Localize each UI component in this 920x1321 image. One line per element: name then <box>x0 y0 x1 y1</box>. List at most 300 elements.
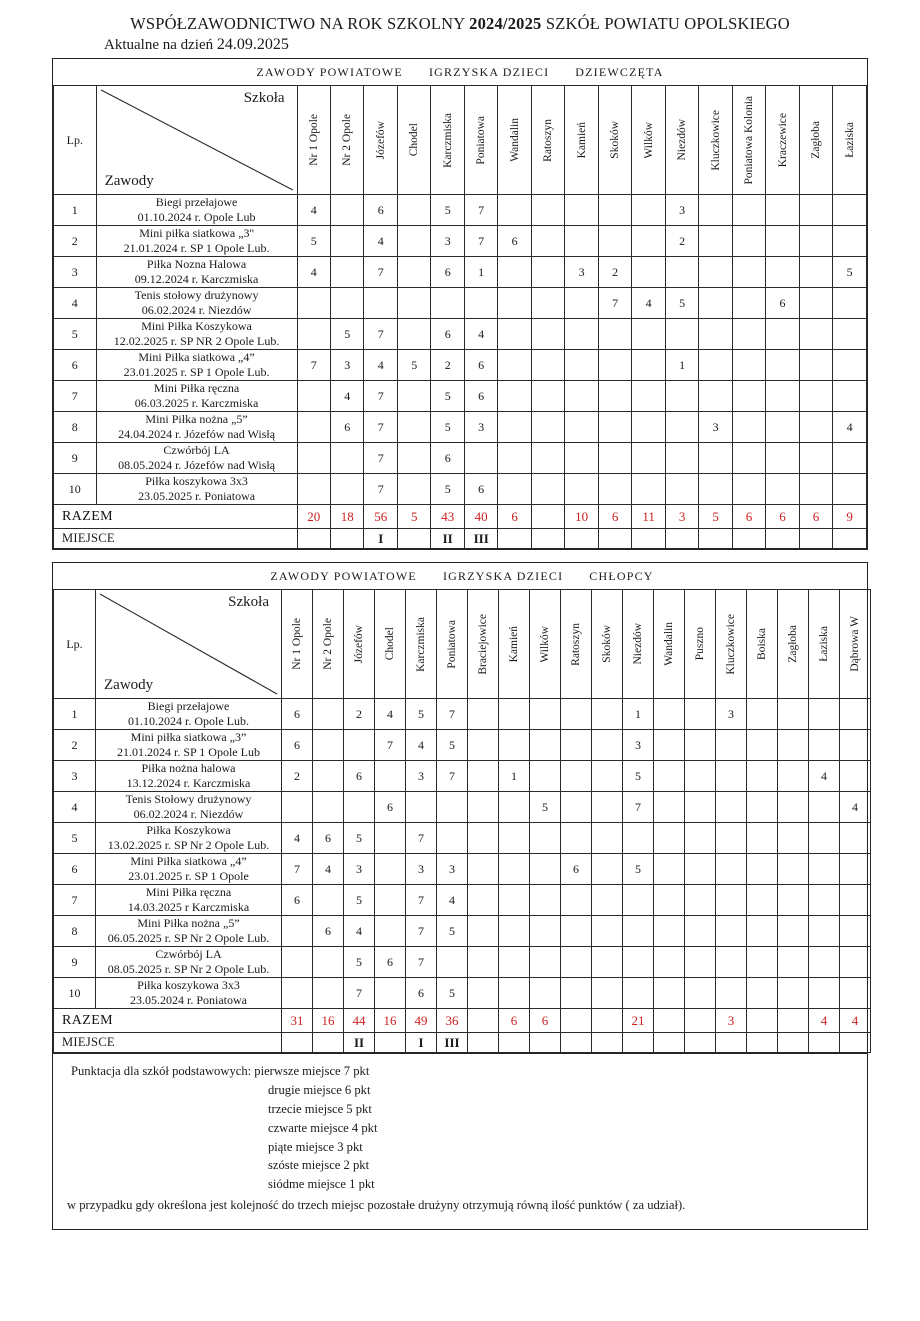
cell: 6 <box>364 195 397 226</box>
cell <box>561 699 592 730</box>
cell <box>565 443 598 474</box>
row-number: 4 <box>54 792 96 823</box>
table-row <box>54 288 867 319</box>
total-cell: 43 <box>431 505 464 529</box>
place-cell <box>331 529 364 549</box>
cell <box>592 978 623 1009</box>
total-cell: 16 <box>313 1009 344 1033</box>
school-col-15 <box>799 86 832 195</box>
place-cell <box>840 1033 871 1053</box>
cell <box>561 947 592 978</box>
school-col-16 <box>833 86 867 195</box>
row-event: Mini piłka siatkowa „3” 21.01.2024 r. SP 1 Opole Lub <box>96 730 282 761</box>
cell <box>598 443 631 474</box>
place-cell <box>699 529 732 549</box>
cell <box>530 823 561 854</box>
cell <box>531 412 564 443</box>
total-cell <box>592 1009 623 1033</box>
school-label: Wandalin <box>508 118 521 162</box>
school-label: Karczmiska <box>414 616 427 672</box>
school-label: Chodel <box>408 123 421 157</box>
cell <box>840 978 871 1009</box>
total-cell <box>747 1009 778 1033</box>
cell <box>313 978 344 1009</box>
total-label: RAZEM <box>54 1009 282 1033</box>
cell <box>531 288 564 319</box>
cell <box>778 823 809 854</box>
place-cell: III <box>464 529 497 549</box>
cell <box>747 699 778 730</box>
cell: 2 <box>431 350 464 381</box>
cell: 7 <box>364 381 397 412</box>
table-row <box>54 854 871 885</box>
cell <box>530 885 561 916</box>
school-col-4 <box>431 86 464 195</box>
cell <box>498 195 531 226</box>
place-cell <box>654 1033 685 1053</box>
cell: 3 <box>344 854 375 885</box>
school-col-3 <box>375 590 406 699</box>
cell <box>531 474 564 505</box>
cell <box>699 319 732 350</box>
cell <box>732 381 765 412</box>
cell <box>632 350 665 381</box>
cell <box>716 916 747 947</box>
school-label: Nr 1 Opole <box>290 618 303 670</box>
school-col-10 <box>592 590 623 699</box>
place-cell <box>623 1033 654 1053</box>
cell <box>565 412 598 443</box>
cell <box>716 947 747 978</box>
cell <box>499 978 530 1009</box>
cell <box>654 761 685 792</box>
total-cell: 16 <box>375 1009 406 1033</box>
cell: 6 <box>464 474 497 505</box>
cell <box>799 412 832 443</box>
table-row <box>54 350 867 381</box>
place-cell <box>375 1033 406 1053</box>
cell: 4 <box>331 381 364 412</box>
cell: 6 <box>766 288 799 319</box>
cell: 7 <box>406 885 437 916</box>
place-cell <box>747 1033 778 1053</box>
cell <box>468 792 499 823</box>
row-event: Mini Piłka ręczna 06.03.2025 r. Karczmiska <box>96 381 297 412</box>
school-col-4 <box>406 590 437 699</box>
cell <box>632 319 665 350</box>
cell <box>840 885 871 916</box>
cell: 7 <box>364 319 397 350</box>
cell <box>468 854 499 885</box>
table-row <box>54 226 867 257</box>
row-event: Mini Piłka siatkowa „4” 23.01.2025 r. SP 1 Opole Lub. <box>96 350 297 381</box>
cell <box>598 195 631 226</box>
cell <box>397 319 430 350</box>
cell <box>809 916 840 947</box>
cell <box>632 443 665 474</box>
header-lp: Lp. <box>54 86 97 195</box>
cell <box>499 730 530 761</box>
place-cell: I <box>406 1033 437 1053</box>
cell <box>561 792 592 823</box>
band-part1: ZAWODY POWIATOWE <box>270 568 417 583</box>
cell <box>632 257 665 288</box>
place-cell <box>799 529 832 549</box>
cell <box>468 978 499 1009</box>
total-cell: 11 <box>632 505 665 529</box>
cell: 7 <box>406 947 437 978</box>
cell <box>313 792 344 823</box>
total-cell: 4 <box>840 1009 871 1033</box>
row-event: Mini Piłka Koszykowa 12.02.2025 r. SP NR 2 Opole Lub. <box>96 319 297 350</box>
cell: 4 <box>437 885 468 916</box>
title-part1: WSPÓŁZAWODNICTWO NA ROK SZKOLNY <box>130 14 470 33</box>
cell <box>437 947 468 978</box>
cell <box>665 381 698 412</box>
cell <box>498 288 531 319</box>
school-label: Nr 2 Opole <box>321 618 334 670</box>
cell <box>598 412 631 443</box>
school-col-2 <box>344 590 375 699</box>
cell <box>747 823 778 854</box>
school-label: Zagłoba <box>786 625 799 663</box>
cell: 7 <box>364 412 397 443</box>
cell <box>766 412 799 443</box>
cell <box>397 257 430 288</box>
header-school-label: Szkoła <box>243 90 285 106</box>
row-number: 3 <box>54 761 96 792</box>
cell <box>732 319 765 350</box>
cell: 6 <box>313 823 344 854</box>
cell <box>498 319 531 350</box>
cell: 7 <box>623 792 654 823</box>
cell <box>809 885 840 916</box>
cell: 6 <box>282 699 313 730</box>
cell <box>699 226 732 257</box>
cell <box>530 854 561 885</box>
row-number: 8 <box>54 412 97 443</box>
cell <box>747 730 778 761</box>
table-girls <box>53 59 867 549</box>
table-boys-wrapper <box>52 562 868 1054</box>
note-line-5: piąte miejsce 3 pkt <box>268 1139 363 1154</box>
place-row-boys <box>54 1033 871 1053</box>
school-col-10 <box>632 86 665 195</box>
place-cell <box>498 529 531 549</box>
total-cell <box>531 505 564 529</box>
cell: 7 <box>344 978 375 1009</box>
cell: 6 <box>282 885 313 916</box>
place-cell <box>598 529 631 549</box>
cell: 5 <box>431 474 464 505</box>
cell <box>766 474 799 505</box>
cell <box>799 474 832 505</box>
cell: 6 <box>498 226 531 257</box>
cell <box>809 792 840 823</box>
school-col-6 <box>498 86 531 195</box>
table-row <box>54 699 871 730</box>
school-col-8 <box>565 86 598 195</box>
cell <box>464 288 497 319</box>
cell: 7 <box>464 195 497 226</box>
document-date <box>104 36 894 54</box>
table-girls-wrapper <box>52 58 868 550</box>
row-number: 3 <box>54 257 97 288</box>
cell: 6 <box>331 412 364 443</box>
row-event: Tenis Stołowy drużynowy 06.02.2024 r. Niezdów <box>96 792 282 823</box>
cell <box>654 947 685 978</box>
school-col-18 <box>840 590 871 699</box>
cell <box>498 381 531 412</box>
row-number: 8 <box>54 916 96 947</box>
cell <box>592 792 623 823</box>
cell <box>565 381 598 412</box>
row-event: Tenis stołowy drużynowy 06.02.2024 r. Niezdów <box>96 288 297 319</box>
cell <box>531 257 564 288</box>
cell: 1 <box>665 350 698 381</box>
cell <box>468 699 499 730</box>
cell <box>397 412 430 443</box>
cell <box>592 854 623 885</box>
cell: 5 <box>833 257 867 288</box>
row-number: 10 <box>54 978 96 1009</box>
cell: 2 <box>598 257 631 288</box>
cell <box>699 350 732 381</box>
cell: 5 <box>397 350 430 381</box>
cell: 5 <box>623 854 654 885</box>
table-row <box>54 978 871 1009</box>
cell <box>565 288 598 319</box>
table-girls-band <box>54 59 867 86</box>
cell <box>699 257 732 288</box>
cell <box>632 412 665 443</box>
school-col-5 <box>437 590 468 699</box>
cell: 7 <box>437 699 468 730</box>
cell: 6 <box>282 730 313 761</box>
cell <box>531 443 564 474</box>
cell <box>531 381 564 412</box>
cell <box>632 226 665 257</box>
cell <box>282 947 313 978</box>
header-corner-diagonal <box>96 86 297 195</box>
cell <box>375 823 406 854</box>
row-number: 6 <box>54 854 96 885</box>
cell <box>766 257 799 288</box>
cell <box>747 978 778 1009</box>
cell <box>364 288 397 319</box>
total-cell <box>685 1009 716 1033</box>
cell <box>598 319 631 350</box>
cell <box>732 350 765 381</box>
page-title <box>26 14 894 34</box>
school-col-1 <box>331 86 364 195</box>
cell: 2 <box>344 699 375 730</box>
cell <box>344 792 375 823</box>
cell <box>561 823 592 854</box>
cell <box>623 947 654 978</box>
school-label: Poniatowa Kolonia <box>743 95 756 185</box>
cell <box>833 226 867 257</box>
school-label: Kluczkowice <box>724 613 737 675</box>
note-line-6: szóste miejsce 2 pkt <box>268 1158 370 1173</box>
school-col-3 <box>397 86 430 195</box>
cell <box>498 257 531 288</box>
cell <box>778 947 809 978</box>
cell <box>397 381 430 412</box>
place-cell <box>592 1033 623 1053</box>
cell <box>592 823 623 854</box>
table-row <box>54 885 871 916</box>
school-col-13 <box>685 590 716 699</box>
school-col-12 <box>699 86 732 195</box>
school-label: Ratoszyn <box>569 622 582 666</box>
cell <box>530 761 561 792</box>
header-school-label: Szkoła <box>228 594 269 610</box>
cell <box>665 257 698 288</box>
cell <box>840 823 871 854</box>
cell <box>732 474 765 505</box>
row-number: 7 <box>54 885 96 916</box>
row-number: 1 <box>54 195 97 226</box>
cell <box>778 978 809 1009</box>
cell <box>468 730 499 761</box>
place-cell: II <box>431 529 464 549</box>
school-col-9 <box>598 86 631 195</box>
cell: 3 <box>699 412 732 443</box>
total-cell: 6 <box>498 505 531 529</box>
cell: 2 <box>665 226 698 257</box>
cell <box>766 443 799 474</box>
cell: 7 <box>297 350 330 381</box>
table-boys-header-row <box>54 590 871 699</box>
cell: 6 <box>431 443 464 474</box>
cell <box>747 854 778 885</box>
cell: 7 <box>598 288 631 319</box>
cell <box>778 761 809 792</box>
cell: 6 <box>431 257 464 288</box>
row-event: Czwórbój LA 08.05.2024 r. Józefów nad Wisłą <box>96 443 297 474</box>
scoring-notes <box>52 1054 868 1230</box>
school-label: Kluczkowice <box>709 109 722 171</box>
band-part1: ZAWODY POWIATOWE <box>256 64 403 79</box>
school-label: Józefów <box>374 120 387 160</box>
cell <box>699 195 732 226</box>
total-cell: 3 <box>716 1009 747 1033</box>
band-part3: CHŁOPCY <box>589 568 654 583</box>
cell: 5 <box>331 319 364 350</box>
school-label: Niezdów <box>631 623 644 665</box>
total-cell <box>468 1009 499 1033</box>
cell <box>632 195 665 226</box>
place-cell <box>561 1033 592 1053</box>
cell: 3 <box>437 854 468 885</box>
place-cell <box>282 1033 313 1053</box>
school-label: Kamień <box>507 625 520 663</box>
cell: 7 <box>464 226 497 257</box>
cell: 6 <box>313 916 344 947</box>
cell <box>833 195 867 226</box>
cell <box>766 226 799 257</box>
cell: 3 <box>565 257 598 288</box>
row-event: Piłka koszykowa 3x3 23.05.2024 r. Poniatowa <box>96 978 282 1009</box>
cell: 7 <box>406 823 437 854</box>
cell <box>592 761 623 792</box>
cell <box>344 730 375 761</box>
row-event: Biegi przełajowe 01.10.2024 r. Opole Lub <box>96 195 297 226</box>
school-col-9 <box>561 590 592 699</box>
cell <box>840 854 871 885</box>
cell: 5 <box>665 288 698 319</box>
row-event: Czwórbój LA 08.05.2025 r. SP Nr 2 Opole Lub. <box>96 947 282 978</box>
cell: 5 <box>406 699 437 730</box>
cell <box>561 730 592 761</box>
total-cell: 6 <box>766 505 799 529</box>
cell <box>840 947 871 978</box>
school-col-0 <box>282 590 313 699</box>
cell <box>833 443 867 474</box>
cell <box>732 412 765 443</box>
cell <box>766 319 799 350</box>
cell <box>685 885 716 916</box>
cell <box>565 474 598 505</box>
cell <box>561 885 592 916</box>
place-cell: II <box>344 1033 375 1053</box>
total-cell <box>778 1009 809 1033</box>
cell <box>809 854 840 885</box>
cell <box>833 350 867 381</box>
cell <box>592 916 623 947</box>
cell <box>397 195 430 226</box>
cell <box>565 319 598 350</box>
place-row-girls <box>54 529 867 549</box>
cell <box>632 474 665 505</box>
table-row <box>54 195 867 226</box>
cell: 2 <box>282 761 313 792</box>
cell: 5 <box>431 381 464 412</box>
cell <box>499 885 530 916</box>
cell: 3 <box>431 226 464 257</box>
header-events-label: Zawody <box>104 677 154 693</box>
date-label: Aktualne na dzień <box>104 37 217 53</box>
cell: 4 <box>364 350 397 381</box>
cell <box>747 885 778 916</box>
cell <box>685 823 716 854</box>
cell: 4 <box>840 792 871 823</box>
place-label: MIEJSCE <box>54 529 298 549</box>
cell <box>297 381 330 412</box>
cell <box>732 443 765 474</box>
band-part2: IGRZYSKA DZIECI <box>428 64 550 79</box>
cell: 4 <box>364 226 397 257</box>
cell <box>592 730 623 761</box>
band-part2: IGRZYSKA DZIECI <box>442 568 564 583</box>
total-cell: 6 <box>530 1009 561 1033</box>
cell <box>565 195 598 226</box>
cell <box>375 761 406 792</box>
school-label: Wilków <box>642 121 655 159</box>
row-number: 7 <box>54 381 97 412</box>
cell <box>799 443 832 474</box>
cell <box>685 761 716 792</box>
cell <box>654 978 685 1009</box>
school-col-11 <box>623 590 654 699</box>
total-cell: 3 <box>665 505 698 529</box>
table-row <box>54 916 871 947</box>
cell <box>716 854 747 885</box>
school-label: Kraczewice <box>776 112 789 168</box>
cell: 4 <box>632 288 665 319</box>
school-label: Poniatowa <box>445 619 458 669</box>
